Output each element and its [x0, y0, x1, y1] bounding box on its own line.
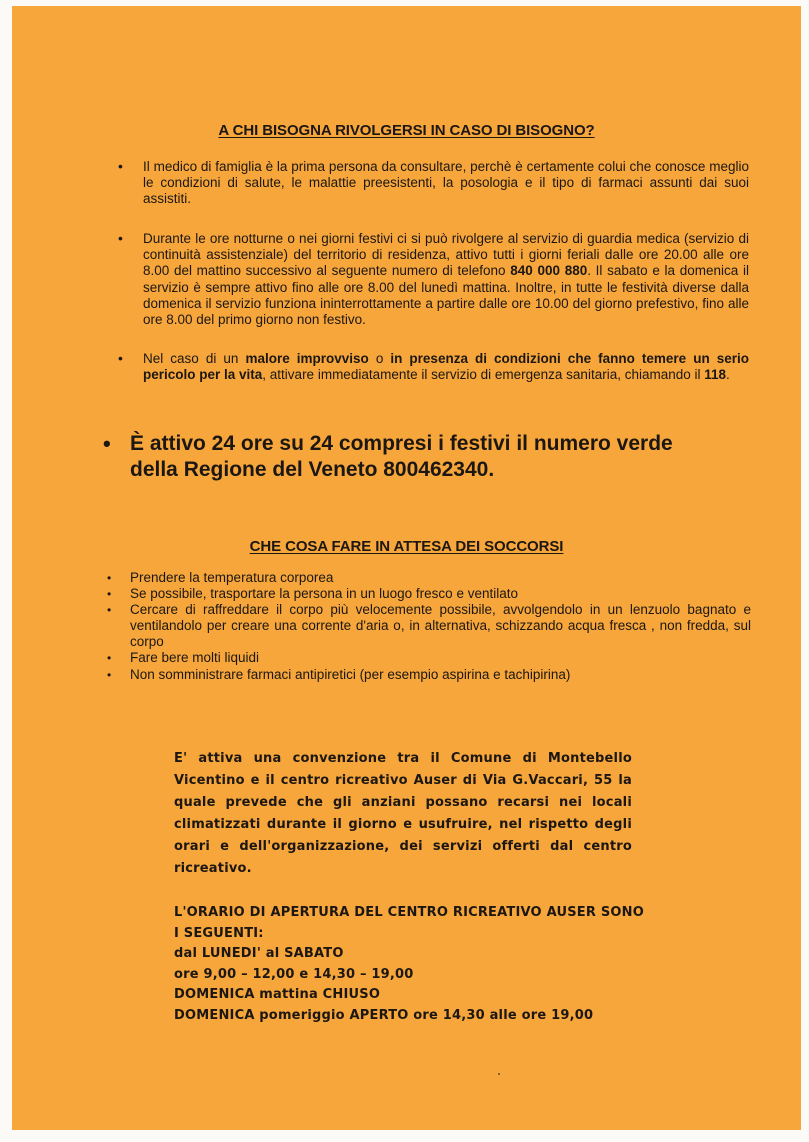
list-item-text: Fare bere molti liquidi [130, 650, 260, 666]
guardia-medica-phone: 840 000 880 [510, 263, 588, 279]
emergency-text-1: Nel caso di un [143, 351, 246, 366]
paragraph-night-service [143, 231, 749, 328]
list-item [107, 586, 751, 602]
bullet-marker: • [118, 158, 123, 174]
night-service-text-1: Durante le ore notturne o nei giorni festivi ci si può rivolgere al servizio di guardia medica (servizio di continuità assistenziale) del territorio di residenza, attivo tutti i giorni feriali dalle ore 20.00 alle ore 8.00 del mattino successivo al seguente numero di telefono [143, 231, 749, 279]
emergency-bold-2: in presenza di condizioni che fanno temere un serio pericolo per la vita [143, 351, 750, 383]
flyer-page [12, 6, 801, 1130]
sunday-morning-hours: DOMENICA mattina CHIUSO [174, 987, 381, 1003]
bullet-marker: • [118, 350, 123, 366]
scan-speck [498, 1073, 500, 1075]
opening-hours-days: dal LUNEDI' al SABATO [174, 946, 344, 962]
list-item [107, 602, 751, 650]
bullet-marker: • [107, 667, 112, 682]
opening-hours-title: L'ORARIO DI APERTURA DEL CENTRO RICREATIVO AUSER SONO I SEGUENTI: [174, 905, 644, 941]
auser-agreement-notice: E' attiva una convenzione tra il Comune di Montebello Vicentino e il centro ricreativo Auser di Via G.Vaccari, 55 la quale prevede che gli anziani possano recarsi nei locali climatizzati durante il giorno e usufruire, nel rispetto degli orari e dell'organizzazione, dei servizi offerti dal centro ricreativo. [174, 751, 632, 876]
paragraph-emergency [143, 351, 749, 383]
list-item [107, 650, 751, 666]
list-item-text: Non somministrare farmaci antipiretici (per esempio aspirina e tachipirina) [130, 666, 571, 682]
first-aid-list [107, 570, 751, 683]
list-item [107, 666, 751, 683]
bullet-family-doctor [118, 158, 749, 208]
emergency-text-2: o [368, 351, 391, 366]
opening-hours-times: ore 9,00 – 12,00 e 14,30 – 19,00 [174, 966, 414, 982]
list-item-text: Prendere la temperatura corporea [130, 570, 334, 585]
bullet-marker: • [118, 230, 123, 246]
list-item-text: Cercare di raffreddare il corpo più velocemente possibile, avvolgendolo in un lenzuolo bagnato e ventilandolo per creare una corrente d'aria o, in alternativa, schizzando acqua fresca , non fredda, sul corpo [130, 602, 751, 650]
green-number-line-2: della Regione del Veneto 800462340. [130, 458, 495, 481]
bullet-marker: • [107, 603, 112, 618]
emergency-text-3: , attivare immediatamente il servizio di emergenza sanitaria, chiamando il [262, 367, 705, 383]
green-number-line-1: È attivo 24 ore su 24 compresi i festivi il numero verde [130, 432, 673, 455]
emergency-number-118: 118 [704, 367, 727, 383]
emergency-text-4: . [726, 367, 730, 383]
bullet-night-service [118, 230, 749, 328]
bullet-marker: • [107, 571, 112, 585]
bullet-emergency [118, 350, 750, 383]
section-heading-help: A CHI BISOGNA RIVOLGERSI IN CASO DI BISOGNO? [218, 122, 595, 139]
sunday-afternoon-hours: DOMENICA pomeriggio APERTO ore 14,30 alle ore 19,00 [174, 1007, 594, 1023]
list-item-text: Se possibile, trasportare la persona in un luogo fresco e ventilato [130, 586, 518, 602]
paragraph-family-doctor: Il medico di famiglia è la prima persona da consultare, perchè è certamente colui che conosce meglio le condizioni di salute, le malattie preesistenti, la posologia e il tipo di farmaci assunti dai suoi assistiti. [143, 159, 749, 207]
bullet-marker: • [107, 651, 112, 666]
section-heading-first-aid: CHE COSA FARE IN ATTESA DEI SOCCORSI [249, 538, 564, 555]
opening-hours-block [174, 903, 644, 1027]
night-service-text-2: . Il sabato e la domenica il servizio è sempre attivo fino alle ore 8.00 del lunedì mattina. Inoltre, in tutte le festività diverse dalla domenica il servizio funziona ininterrottamente a partire dalle ore 10.00 del giorno prefestivo, fino alle ore 8.00 del primo giorno non festivo. [143, 263, 749, 328]
emergency-bold-1: malore improvviso [245, 351, 369, 366]
green-number-notice [103, 431, 770, 483]
list-item [107, 570, 751, 586]
bullet-marker: • [103, 431, 111, 456]
bullet-marker: • [107, 587, 112, 602]
